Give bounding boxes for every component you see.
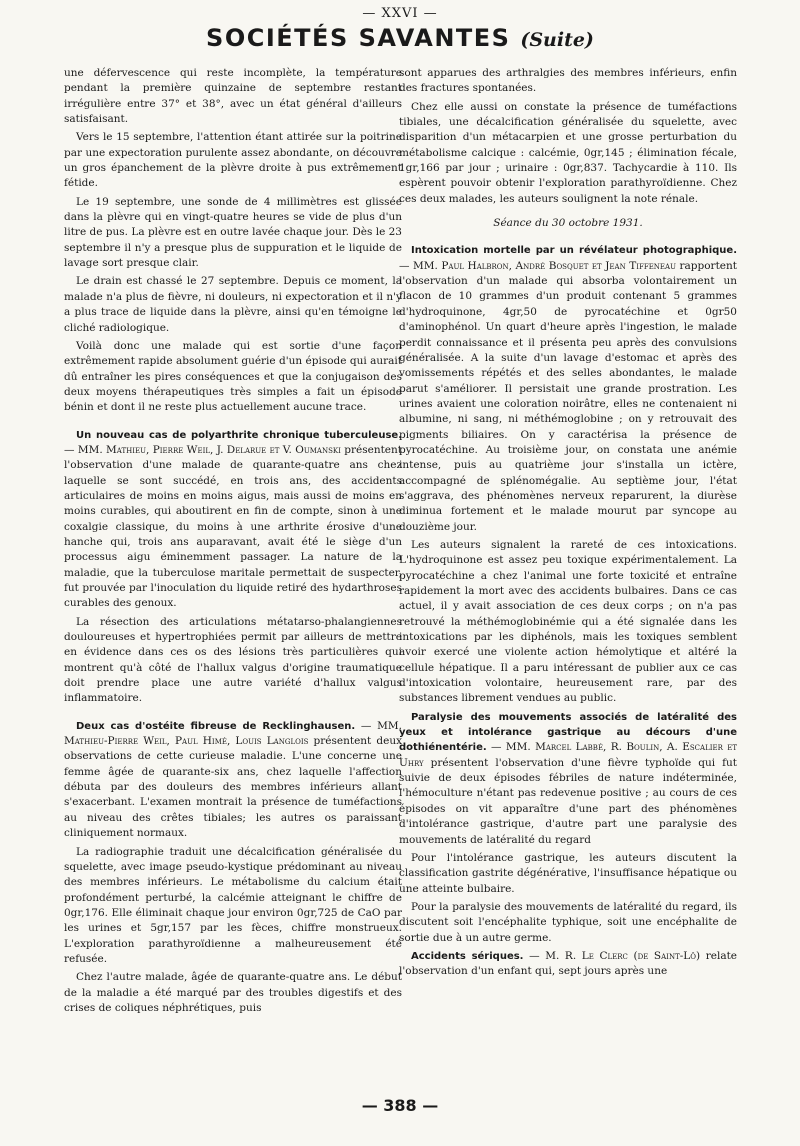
article-osteite [64,719,402,842]
paragraph: Les auteurs signalent la rareté de ces intoxications. L'hydroquinone est assez peu toxique expérimentalement. La pyrocatéchine a chez l'animal une forte toxicité et entraîne rapidement la mort avec des accidents bulbaires. Dans ce cas actuel, il y avait association de ces deux corps ; on n'a pas retrouvé la méthémoglobinémie qui a été signalée dans les intoxications par les diphénols, mais les toxiques semblent avoir exercé une violente action hémolytique et altéré la cellule hépatique. Il a paru intéressant de publier aux ce cas d'intoxication volontaire, heureusement rare, par des substances librement vendues au public. [399,538,737,705]
paragraph: Chez l'autre malade, âgée de quarante-quatre ans. Le début de la maladie a été marqué par des troubles digestifs et des crises de coliques néphrétiques, puis [64,971,402,1014]
page-title [0,24,800,52]
article-authors: — MM. Paul Halbron, André Bosquet et Jean Tiffeneau [399,259,676,272]
paragraph: Le 19 septembre, une sonde de 4 millimètres est glissée dans la plèvre qui en vingt-quatre heures se vide de plus d'un litre de pus. La plèvre est en outre lavée chaque jour. Dès le 23 septembre il n'y a presque plus de suppuration et le liquide de lavage sort presque clair. [64,195,402,270]
left-column [64,66,402,1094]
article-title: Deux cas d'ostéite fibreuse de Recklinghausen. [76,720,356,732]
article-paralysie [399,710,737,848]
paragraph: Voilà donc une malade qui est sortie d'une façon extrêmement rapide absolument guérie d'un épisode qui aurait dû entraîner les pires conséquences et que la conjugaison des deux moyens thérapeutiques très simples a fait un épisode bénin et dont il ne reste plus actuellement aucune trace. [64,339,402,414]
article-title: Intoxication mortelle par un révélateur photographique. [411,245,737,257]
paragraph: Vers le 15 septembre, l'attention étant attirée sur la poitrine par une expectoration purulente assez abondante, on découvre un gros épanchement de la plèvre droite à pus extrêmement fétide. [64,131,402,190]
paragraph: une défervescence qui reste incomplète, la température pendant la première quinzaine de septembre restant irrégulière entre 37° et 38°, avec un état général d'ailleurs satisfaisant. [64,67,402,126]
paragraph: sont apparues des arthralgies des membres inférieurs, enfin des fractures spontanées. [399,67,737,95]
title-main: SOCIÉTÉS SAVANTES [206,24,511,52]
paragraph: La résection des articulations métatarso-phalangiennes douloureuses et hypertrophiées permit par ailleurs de mettre en évidence dans ces os des lésions très particulières qui montrent qu'à côté de l'hallux valgus d'origine traumatique doit prendre place une autre variété d'hallux valgus inflammatoire. [64,615,402,705]
article-polyarthrite [64,428,402,612]
page-roman-numeral: — XXVI — [362,6,438,21]
paragraph: Chez elle aussi on constate la présence de tuméfactions tibiales, une décalcification généralisée du squelette, avec disparition d'un métacarpien et une grosse perturbation du métabolisme calcique : calcémie, 0gr,145 ; élimination fécale, 1gr,166 par jour ; urinaire : 0gr,837. Tachycardie à 110. Ils espèrent pouvoir obtenir l'exploration parathyroïdienne. Chez ces deux malades, les auteurs soulignent la note rénale. [399,100,737,205]
article-accidents-seriques [399,949,737,980]
article-body: présentent l'observation d'une fièvre typhoïde qui fut suivie de deux épisodes fébriles de nature indéterminée, l'hémoculture n'étant pas redevenue positive ; au cours de ces épisodes on vit apparaître d'une part des phénomènes d'intolérance gastrique, d'autre part une paralysie des mouvements de latéralité du regard [399,756,737,846]
article-authors: — MM. Marcel Labbé, R. Boulin, A. Escalier et Uhry [399,741,737,769]
paragraph: Pour l'intolérance gastrique, les auteurs discutent la classification gastrite dégénérative, l'insuffisance hépatique ou une atteinte bulbaire. [399,851,737,895]
article-title: Un nouveau cas de polyarthrite chronique tuberculeuse. [76,429,402,441]
article-title: Paralysie des mouvements associés de latéralité des yeux et intolérance gastrique au décours d'une dothiénentérie. [399,711,737,754]
title-suite: (Suite) [520,29,594,51]
paragraph: Le drain est chassé le 27 septembre. Depuis ce moment, la malade n'a plus de fièvre, ni douleurs, ni expectoration et il n'y a plus trace de liquide dans la plèvre, ainsi qu'en témoigne le cliché radiologique. [64,275,402,334]
article-authors: — MM. Mathieu, Pierre Weil, J. Delarue et V. Oumanski [64,443,341,456]
paragraph: La radiographie traduit une décalcification généralisée du squelette, avec image pseudo-kystique prédominant au niveau des membres inférieurs. Le métabolisme du calcium était profondément perturbé, la calcémie atteignant le chiffre de 0gr,176. Elle éliminait chaque jour environ 0gr,725 de CaO par les urines et 5gr,157 par les fèces, chiffre monstrueux. L'exploration parathyroïdienne a malheureusement été refusée. [64,845,402,965]
session-date: Séance du 30 octobre 1931. [493,217,643,230]
article-body: relate l'observation d'un enfant qui, sept jours après une [399,949,737,978]
paragraph: Pour la paralysie des mouvements de latéralité du regard, ils discutent soit l'encéphalite typhique, soit une encéphalite de sortie due à un autre germe. [399,900,737,944]
article-authors: — MM. Mathieu-Pierre Weil, Paul Himé, Louis Langlois [64,719,402,748]
article-title: Accidents sériques. [411,950,524,962]
article-authors: — M. R. Le Clerc (de Saint-Lô) [529,949,701,962]
page-number: — 388 — [361,1096,439,1115]
article-body: présentent deux observations de cette curieuse maladie. L'une concerne une femme âgée de quarante-six ans, chez laquelle l'affection débuta par des douleurs des membres inférieurs allant s'exacerbant. L'examen montrait la présence de tuméfactions au niveau des crêtes tibiales; les autres os paraissant cliniquement normaux. [64,735,402,840]
article-body: rapportent l'observation d'un malade qui absorba volontairement un flacon de 10 grammes d'un produit contenant 5 grammes d'hydroquinone, 4gr,50 de pyrocatéchine et 0gr50 d'aminophénol. Un quart d'heure après l'ingestion, le malade perdit connaissance et il présenta peu après des convulsions généralisée. A la suite d'un lavage d'estomac et après des vomissements répétés et des selles abondantes, le malade parut s'améliorer. Il persistait une grande prostration. Les urines avaient une coloration noirâtre, elles ne contenaient ni albumine, ni sang, ni méthémoglobine ; on y retrouvait des pigments biliaires. On y caractérisa la présence de pyrocatéchine. Au troisième jour, on constata une anémie intense, puis au quatrième jour s'installa un ictère, accompagné de splénomégalie. Au septième jour, l'état s'aggrava, des phénomènes nerveux reparurent, la diurèse diminua fortement et le malade mourut par syncope au douzième jour. [399,259,737,533]
right-column [399,66,737,1094]
article-body: présentent l'observation d'une malade de quarante-quatre ans chez laquelle se sont succédé, en trois ans, des accidents articulaires de moins en moins aigus, mais aussi de moins en moins curables, qui aboutirent en fin de compte, sinon à une coxalgie classique, du moins à une arthrite érosive d'une hanche qui, trois ans auparavant, avait été le siège d'un processus aigu éminemment passager. La nature de la maladie, que la tuberculose maritale permettait de suspecter, fut prouvée par l'inoculation du liquide retiré des hydarthroses curables des genoux. [64,443,402,610]
article-intoxication [399,243,737,535]
